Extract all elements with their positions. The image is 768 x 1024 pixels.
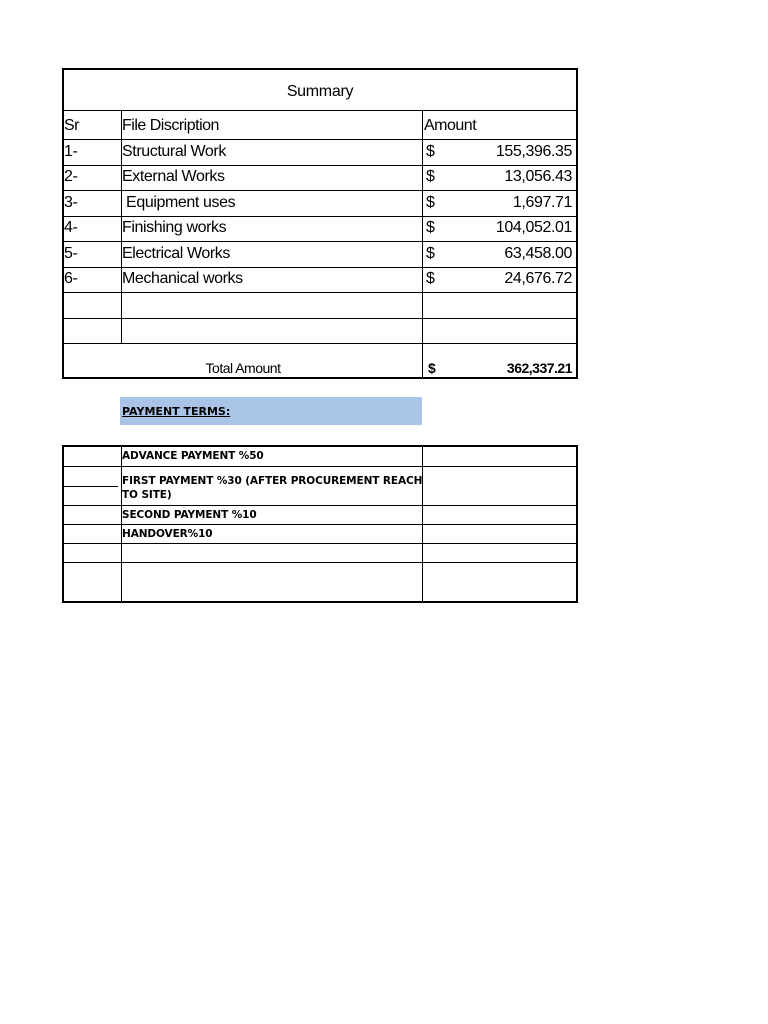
row-divider [64,139,576,140]
summary-table [62,68,578,379]
row-divider [64,524,576,525]
row-description: Finishing works [122,219,227,236]
row-sr: 4- [64,219,78,236]
payment-term-item: FIRST PAYMENT %30 (AFTER PROCUREMENT REACH [122,475,423,487]
total-amount: 362,337.21 [506,360,572,376]
row-divider [64,292,576,293]
payment-term-item: HANDOVER%10 [122,528,213,540]
row-amount: 104,052.01 [495,219,572,236]
payment-term-item: SECOND PAYMENT %10 [122,509,257,521]
row-amount: 155,396.35 [495,143,572,160]
header-description: File Discription [122,117,219,134]
row-divider [64,241,576,242]
row-description: Equipment uses [122,194,236,211]
row-currency: $ [426,270,435,287]
row-amount: 13,056.43 [504,168,572,185]
row-divider [64,165,576,166]
row-description: External Works [122,168,225,185]
row-sr: 2- [64,168,78,185]
row-divider [64,505,576,506]
row-amount: 63,458.00 [504,245,572,262]
row-amount: 1,697.71 [512,194,572,211]
payment-term-item: TO SITE) [122,489,172,501]
column-divider [422,110,423,377]
row-sr: 5- [64,245,78,262]
row-divider [64,216,576,217]
row-sr: 6- [64,270,78,287]
row-divider [64,190,576,191]
total-currency: $ [428,360,436,376]
row-divider [64,267,576,268]
row-divider [64,543,576,544]
total-label: Total Amount [205,360,281,376]
summary-title: Summary [64,70,576,111]
row-description: Structural Work [122,143,226,160]
row-currency: $ [426,245,435,262]
row-divider [64,562,576,563]
row-divider [64,486,118,487]
row-sr: 3- [64,194,78,211]
row-amount: 24,676.72 [504,270,572,287]
row-currency: $ [426,194,435,211]
row-divider [64,318,576,319]
row-sr: 1- [64,143,78,160]
row-description: Mechanical works [122,270,243,287]
payment-terms-heading: PAYMENT TERMS: [120,397,422,425]
payment-terms-table [62,445,578,603]
header-sr: Sr [64,117,79,134]
row-divider [64,343,576,344]
header-amount: Amount [424,117,477,134]
row-divider [64,466,576,467]
payment-term-item: ADVANCE PAYMENT %50 [122,450,264,462]
row-description: Electrical Works [122,245,230,262]
row-currency: $ [426,143,435,160]
row-currency: $ [426,168,435,185]
row-currency: $ [426,219,435,236]
